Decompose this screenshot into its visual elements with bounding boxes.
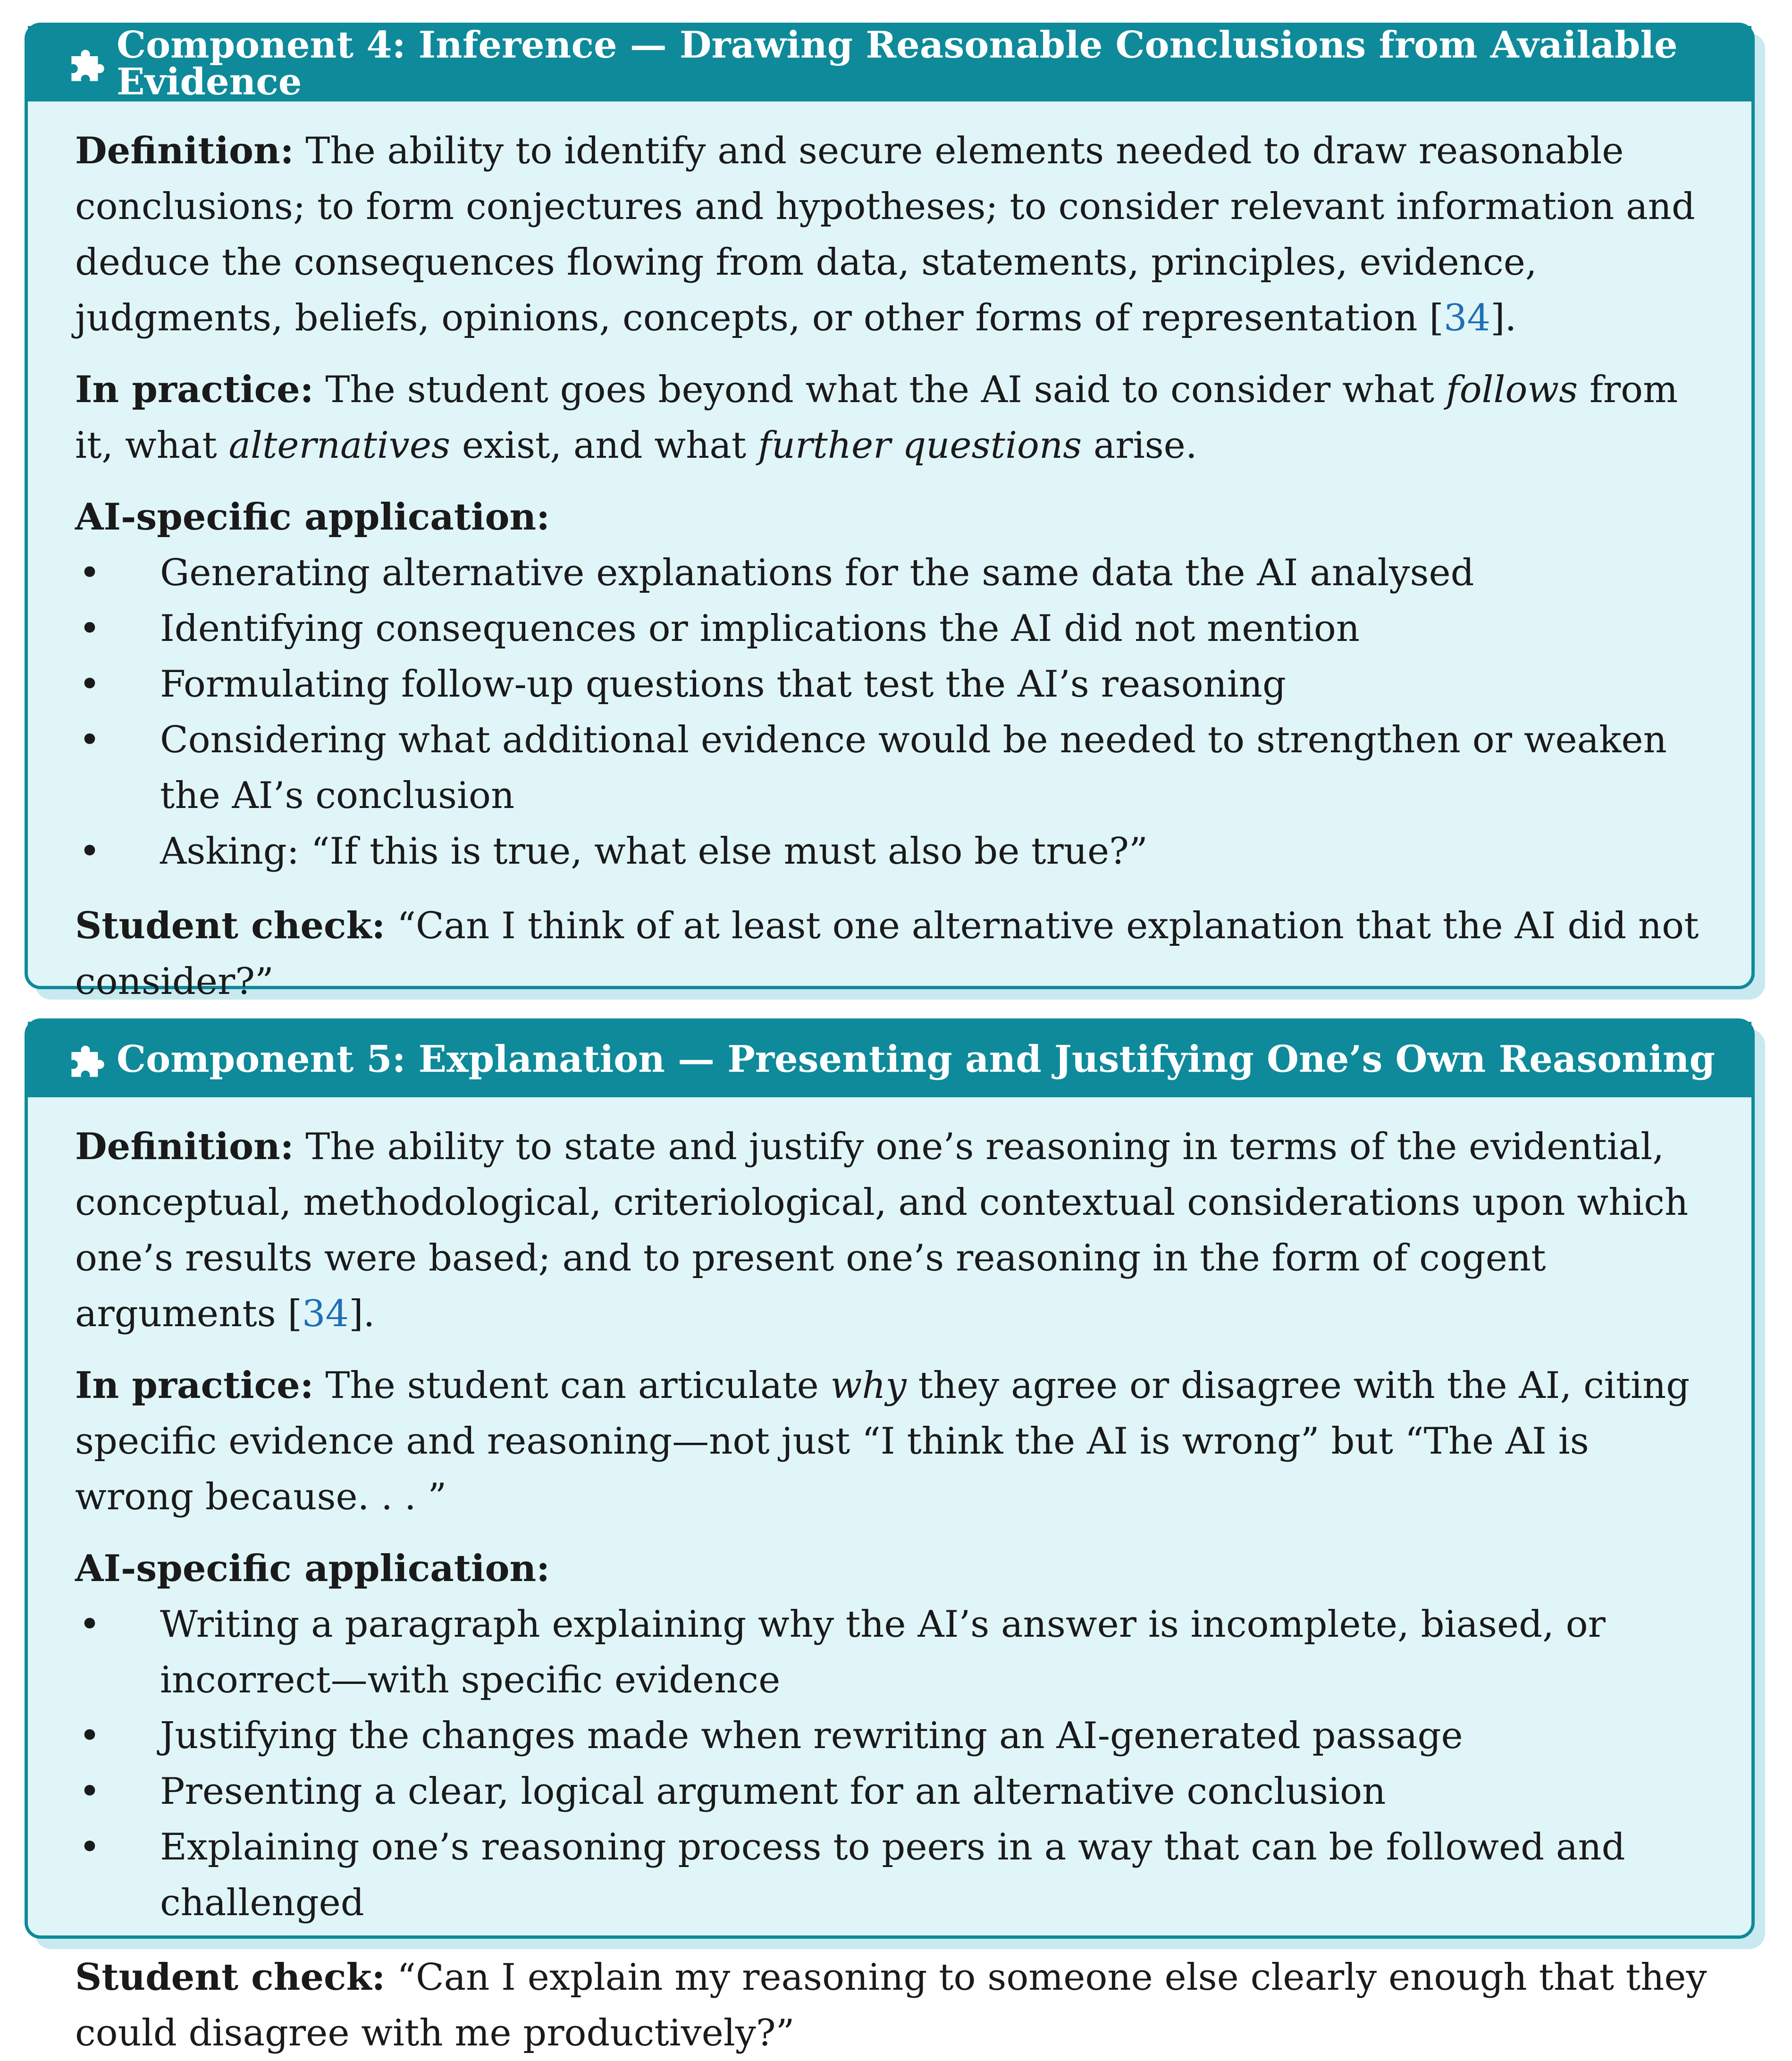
list-item-text: Writing a paragraph explaining why the AI’s answer is incomplete, biased, or incorrect—with specific evidence — [160, 1603, 1606, 1701]
student-check-text: “Can I explain my reasoning to someone else clearly enough that they could disagree with me productively?” — [75, 1956, 1707, 2054]
bullet-icon: • — [79, 1826, 101, 1868]
in-practice-paragraph — [75, 1358, 1709, 1525]
bullet-icon: • — [79, 830, 101, 873]
in-practice-text: they agree or disagree with the AI, citing specific evidence and reasoning—not just “I think the AI is wrong” but “The AI is wrong because. . . ” — [75, 1364, 1690, 1518]
in-practice-emphasis: why — [830, 1364, 907, 1407]
definition-label: Definition: — [75, 1125, 294, 1168]
in-practice-text: The student goes beyond what the AI said to consider what — [313, 369, 1446, 411]
bullet-icon: • — [79, 663, 101, 706]
citation-link[interactable]: 34 — [302, 1293, 349, 1335]
definition-text: The ability to identify and secure elements needed to draw reasonable conclusions; to form conjectures and hypotheses; to consider relevant information and deduce the consequences flowing from data, statements, principles, evidence, judgments, beliefs, opinions, concepts, or other forms of representation [ — [75, 130, 1695, 339]
student-check-label: Student check: — [75, 904, 386, 947]
list-item — [75, 1708, 1709, 1764]
in-practice-text: The student can articulate — [313, 1364, 831, 1407]
in-practice-label: In practice: — [75, 1364, 314, 1407]
list-item — [75, 712, 1709, 824]
definition-paragraph — [75, 1119, 1709, 1342]
list-item-text: Identifying consequences or implications the AI did not mention — [160, 607, 1360, 650]
list-item-text: Presenting a clear, logical argument for an alternative conclusion — [160, 1770, 1386, 1813]
list-item-text: Justifying the changes made when rewriting an AI-generated passage — [160, 1715, 1463, 1757]
list-item — [75, 601, 1709, 656]
bullet-icon: • — [79, 1603, 101, 1646]
definition-label: Definition: — [75, 129, 294, 172]
list-item-text: Generating alternative explanations for the same data the AI analysed — [160, 552, 1474, 594]
list-item — [75, 1764, 1709, 1819]
component-4-header — [28, 26, 1751, 101]
component-5-body — [28, 1097, 1751, 2061]
ai-application-heading — [75, 1541, 1709, 1597]
citation-link[interactable]: 34 — [1443, 297, 1491, 339]
component-5-title: Component 5: Explanation — Presenting and Justifying One’s Own Reasoning — [117, 1038, 1715, 1081]
list-item — [75, 1597, 1709, 1708]
list-item — [75, 656, 1709, 712]
in-practice-text: exist, and what — [450, 424, 758, 467]
ai-application-label: AI-specific application: — [75, 496, 550, 538]
list-item — [75, 824, 1709, 879]
student-check-paragraph — [75, 898, 1709, 1009]
bullet-icon: • — [79, 1715, 101, 1757]
component-5-header — [28, 1022, 1751, 1097]
bullet-icon: • — [79, 552, 101, 594]
in-practice-paragraph — [75, 362, 1709, 473]
in-practice-text: from it, what — [75, 369, 1678, 467]
list-item-text: Asking: “If this is true, what else must also be true?” — [160, 830, 1148, 873]
ai-application-list — [75, 1597, 1709, 1931]
component-5-box — [25, 1018, 1755, 2054]
definition-end: ]. — [349, 1293, 375, 1335]
list-item-text: Formulating follow-up questions that test the AI’s reasoning — [160, 663, 1286, 706]
list-item — [75, 1819, 1709, 1931]
in-practice-emphasis: further questions — [758, 424, 1082, 467]
definition-end: ]. — [1490, 297, 1517, 339]
student-check-text: “Can I think of at least one alternative explanation that the AI did not consider?” — [75, 905, 1699, 1003]
component-4-box — [25, 23, 1755, 1003]
student-check-paragraph — [75, 1950, 1709, 2061]
list-item — [75, 545, 1709, 601]
bullet-icon: • — [79, 719, 101, 761]
definition-paragraph — [75, 123, 1709, 346]
puzzle-piece-icon — [68, 45, 106, 83]
in-practice-emphasis: follows — [1446, 369, 1578, 411]
component-4-title: Component 4: Inference — Drawing Reasonable Conclusions from Available Evidence — [117, 24, 1678, 103]
ai-application-list — [75, 545, 1709, 879]
in-practice-text: arise. — [1082, 424, 1197, 467]
in-practice-label: In practice: — [75, 368, 314, 411]
puzzle-piece-icon — [68, 1041, 106, 1078]
bullet-icon: • — [79, 607, 101, 650]
in-practice-emphasis: alternatives — [228, 424, 451, 467]
student-check-label: Student check: — [75, 1956, 386, 1999]
list-item-text: Considering what additional evidence would be needed to strengthen or weaken the AI’s conclusion — [160, 719, 1667, 817]
definition-text: The ability to state and justify one’s reasoning in terms of the evidential, conceptual, methodological, criteriological, and contextual considerations upon which one’s results were based; and to present one’s reasoning in the form of cogent arguments [ — [75, 1126, 1689, 1335]
ai-application-heading — [75, 489, 1709, 545]
bullet-icon: • — [79, 1770, 101, 1813]
ai-application-label: AI-specific application: — [75, 1547, 550, 1590]
list-item-text: Explaining one’s reasoning process to peers in a way that can be followed and challenged — [160, 1826, 1625, 1924]
component-4-body — [28, 101, 1751, 1009]
